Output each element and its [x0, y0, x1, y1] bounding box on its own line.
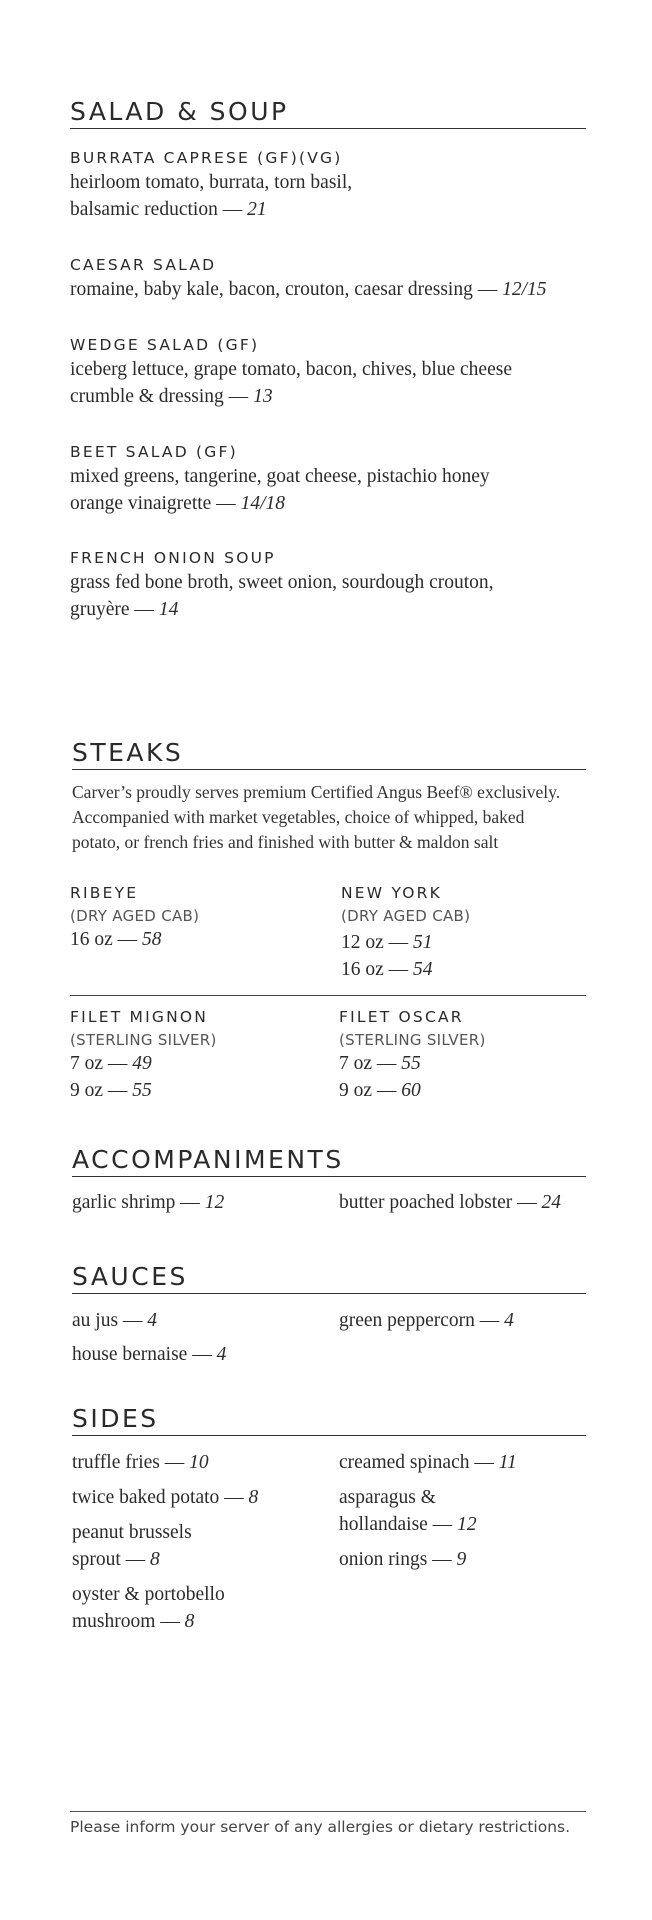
item-price: 14/18: [240, 493, 285, 514]
steak-ribeye: [70, 882, 199, 953]
menu-item-burrata-caprese: [70, 147, 610, 223]
section-title-salad-soup: SALAD & SOUP: [70, 96, 586, 129]
menu-item-butter-poached-lobster: butter poached lobster — 24: [339, 1192, 562, 1213]
item-description: iceberg lettuce, grape tomato, bacon, chives, blue cheese crumble & dressing — 13: [70, 359, 512, 407]
menu-item-caesar-salad: [70, 254, 610, 303]
item-name: CAESAR SALAD: [70, 256, 217, 274]
menu-item-creamed-spinach: creamed spinach — 11: [339, 1452, 517, 1473]
section-title-accompaniments: ACCOMPANIMENTS: [72, 1144, 586, 1177]
item-price: 12/15: [502, 279, 547, 300]
allergy-notice: Please inform your server of any allergies or dietary restrictions.: [70, 1818, 571, 1836]
menu-item-peanut-brussels-sprout: peanut brussels sprout — 8: [72, 1522, 192, 1570]
menu-item-green-peppercorn: green peppercorn — 4: [339, 1310, 514, 1331]
section-title-sides: SIDES: [72, 1403, 586, 1436]
menu-item-wedge-salad: [70, 334, 610, 410]
item-description: mixed greens, tangerine, goat cheese, pistachio honey orange vinaigrette — 14/18: [70, 466, 490, 514]
item-name: BURRATA CAPRESE (GF)(VG): [70, 149, 343, 167]
steak-filet-mignon: [70, 1006, 217, 1104]
menu-item-house-bernaise: house bernaise — 4: [72, 1344, 227, 1365]
item-size: 16 oz — 54: [341, 959, 433, 980]
steak-filet-oscar: [339, 1006, 486, 1104]
item-size: 12 oz — 51: [341, 932, 433, 953]
divider: [70, 995, 586, 996]
item-size: 7 oz — 49: [70, 1053, 152, 1074]
menu-item-french-onion-soup: [70, 547, 610, 623]
item-subtitle: (STERLING SILVER): [339, 1031, 486, 1049]
item-size: 9 oz — 60: [339, 1080, 421, 1101]
item-name: WEDGE SALAD (GF): [70, 336, 260, 354]
item-name: FILET OSCAR: [339, 1008, 464, 1026]
menu-item-oyster-portobello-mushroom: oyster & portobello mushroom — 8: [72, 1584, 225, 1632]
menu-item-beet-salad: [70, 441, 610, 517]
menu-item-onion-rings: onion rings — 9: [339, 1549, 467, 1570]
item-name: NEW YORK: [341, 884, 442, 902]
item-description: grass fed bone broth, sweet onion, sourdough crouton, gruyère — 14: [70, 572, 494, 620]
item-subtitle: (DRY AGED CAB): [70, 907, 200, 925]
steaks-intro: Carver’s proudly serves premium Certified Angus Beef® exclusively. Accompanied with market vegetables, choice of whipped, baked potato, or french fries and finished with butter & maldon salt: [72, 782, 561, 852]
menu-item-truffle-fries: truffle fries — 10: [72, 1452, 209, 1473]
menu-item-au-jus: au jus — 4: [72, 1310, 158, 1331]
menu-item-garlic-shrimp: garlic shrimp — 12: [72, 1192, 225, 1213]
item-description: romaine, baby kale, bacon, crouton, caesar dressing — 12/15: [70, 279, 547, 300]
item-price: 14: [158, 599, 179, 620]
item-name: RIBEYE: [70, 884, 139, 902]
menu-item-twice-baked-potato: twice baked potato — 8: [72, 1487, 259, 1508]
item-name: FRENCH ONION SOUP: [70, 549, 276, 567]
item-price: 13: [253, 386, 273, 407]
section-title-steaks: STEAKS: [72, 737, 586, 770]
section-title-sauces: SAUCES: [72, 1261, 586, 1294]
item-description: heirloom tomato, burrata, torn basil, balsamic reduction — 21: [70, 172, 353, 220]
item-price: 21: [247, 199, 267, 220]
item-subtitle: (DRY AGED CAB): [341, 907, 471, 925]
item-size: 7 oz — 55: [339, 1053, 421, 1074]
item-size: 9 oz — 55: [70, 1080, 152, 1101]
item-size: 16 oz — 58: [70, 929, 162, 950]
footer-divider: [70, 1811, 586, 1812]
steak-new-york: [341, 882, 470, 983]
menu-item-asparagus-hollandaise: asparagus & hollandaise — 12: [339, 1487, 477, 1535]
item-name: BEET SALAD (GF): [70, 443, 238, 461]
item-subtitle: (STERLING SILVER): [70, 1031, 217, 1049]
item-name: FILET MIGNON: [70, 1008, 209, 1026]
